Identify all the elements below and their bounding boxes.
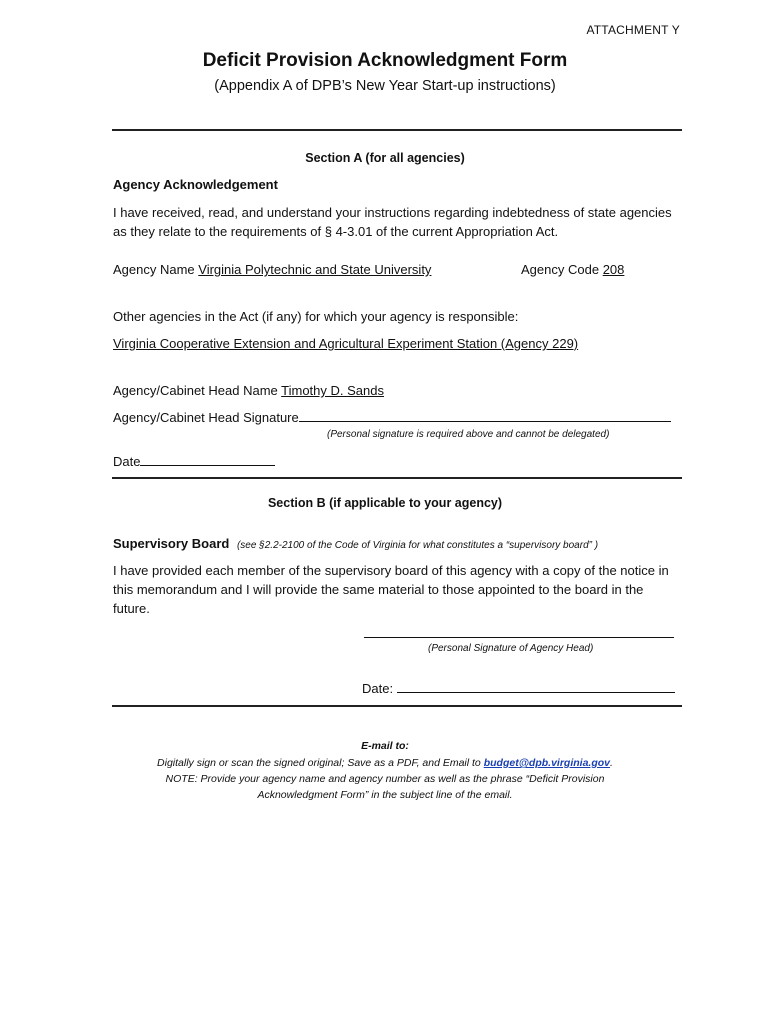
email-heading: E-mail to: — [361, 740, 409, 752]
head-signature-line[interactable] — [299, 409, 671, 422]
email-address-link[interactable]: budget@dpb.virginia.gov — [483, 757, 611, 769]
agency-ack-heading: Agency Acknowledgement — [113, 177, 278, 192]
supervisory-board-text: I have provided each member of the supervisory board of this agency with a copy of the notice in this memorandum and I will provide the same material to those appointed to the board in the future. — [113, 563, 669, 616]
agency-ack-text: I have received, read, and understand your instructions regarding indebtedness of state agencies as they relate to the requirements of § 4-3.01 of the current Appropriation Act. — [113, 205, 672, 239]
head-signature-row — [113, 409, 671, 425]
agency-code-value[interactable]: 208 — [602, 262, 625, 277]
date-line-b[interactable] — [397, 680, 675, 693]
supervisory-board-label: Supervisory Board — [113, 536, 230, 551]
page-subtitle: (Appendix A of DPB’s New Year Start-up instructions) — [214, 78, 556, 94]
email-line-1-suffix: . — [610, 757, 613, 769]
other-agencies-label: Other agencies in the Act (if any) for which your agency is responsible: — [113, 309, 519, 324]
agency-name-row — [113, 262, 431, 277]
date-line-a[interactable] — [140, 453, 275, 466]
agency-head-signature-note: (Personal Signature of Agency Head) — [428, 643, 594, 654]
head-name-value[interactable]: Timothy D. Sands — [281, 383, 384, 398]
date-row-b — [362, 680, 675, 696]
section-b-heading: Section B (if applicable to your agency) — [267, 496, 503, 510]
supervisory-board-row — [113, 536, 598, 551]
email-line-2: NOTE: Provide your agency name and agency number as well as the phrase “Deficit Provision — [165, 773, 605, 785]
attachment-label: ATTACHMENT Y — [586, 23, 680, 37]
supervisory-board-note: (see §2.2-2100 of the Code of Virginia for what constitutes a “supervisory board” ) — [236, 540, 599, 551]
email-line-3: Acknowledgment Form” in the subject line of the email. — [257, 789, 513, 801]
agency-code-row — [521, 262, 624, 277]
divider-bottom — [112, 705, 682, 707]
date-label-b: Date: — [362, 681, 394, 696]
page-title: Deficit Provision Acknowledgment Form — [202, 50, 568, 71]
agency-name-label: Agency Name — [113, 262, 195, 277]
agency-name-value[interactable]: Virginia Polytechnic and State University — [198, 262, 432, 277]
email-line-1 — [0, 755, 770, 771]
email-line-1-prefix: Digitally sign or scan the signed original; Save as a PDF, and Email to — [157, 757, 481, 769]
date-label-a: Date — [113, 454, 141, 469]
head-name-row — [113, 383, 384, 398]
section-a-heading: Section A (for all agencies) — [305, 151, 465, 165]
agency-code-label: Agency Code — [521, 262, 600, 277]
head-signature-note: (Personal signature is required above and cannot be delegated) — [327, 429, 610, 440]
date-row-a — [113, 453, 275, 469]
agency-head-signature-line[interactable] — [364, 625, 674, 638]
divider-middle — [112, 477, 682, 479]
head-name-label: Agency/Cabinet Head Name — [113, 383, 278, 398]
other-agencies-value[interactable]: Virginia Cooperative Extension and Agricultural Experiment Station (Agency 229) — [113, 336, 579, 351]
divider-top — [112, 129, 682, 131]
head-signature-label: Agency/Cabinet Head Signature — [113, 410, 299, 425]
